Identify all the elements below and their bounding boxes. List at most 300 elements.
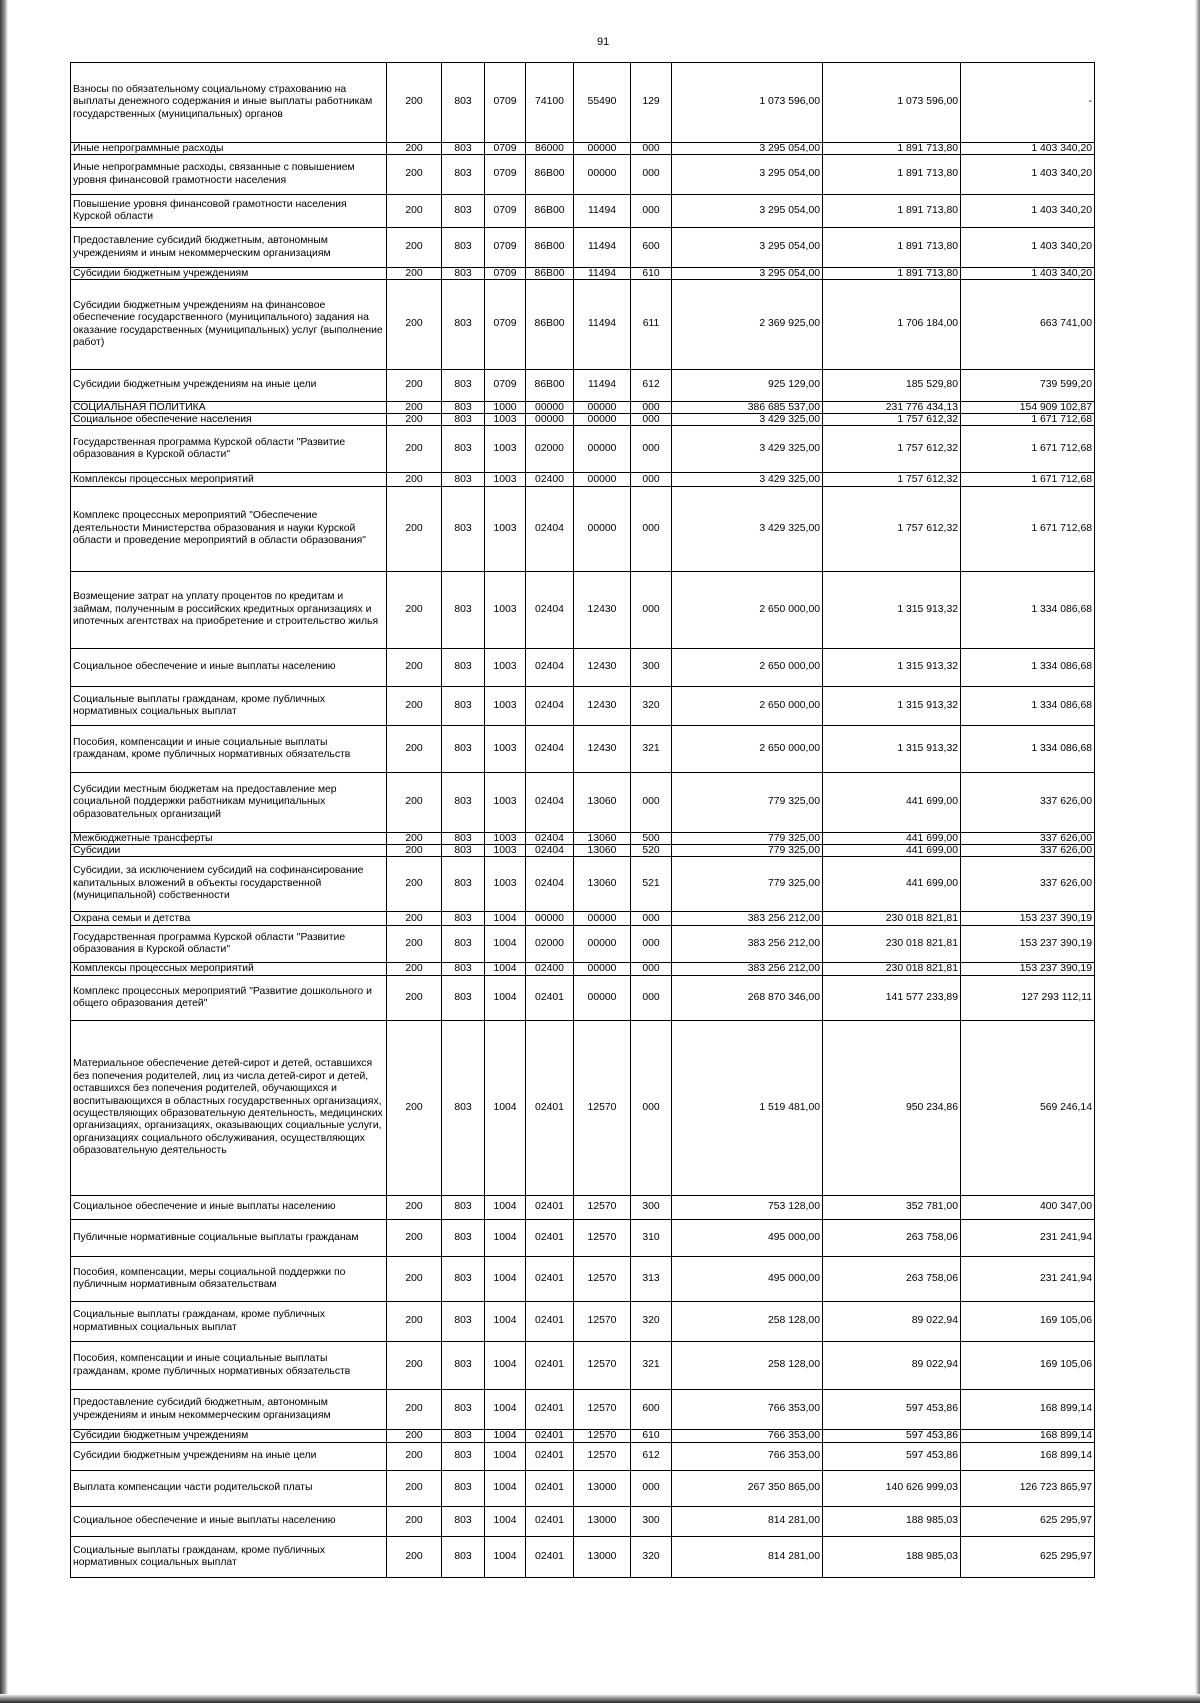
table-row — [71, 155, 1095, 195]
table-row — [71, 687, 1095, 726]
scan-edge-bottom — [0, 1694, 1200, 1703]
row-amount-remaining: 1 334 086,68 — [961, 572, 1095, 649]
row-amount-approved: 383 256 212,00 — [672, 926, 823, 963]
row-name: Повышение уровня финансовой грамотности населения Курской области — [71, 195, 387, 228]
row-amount-approved: 1 519 481,00 — [672, 1021, 823, 1196]
row-glava-code: 200 — [387, 572, 442, 649]
row-vedomstvo-code: 803 — [442, 280, 485, 370]
row-target-direction-code: 55490 — [574, 63, 631, 143]
row-vedomstvo-code: 803 — [442, 195, 485, 228]
table-row — [71, 976, 1095, 1021]
row-amount-remaining: 739 599,20 — [961, 370, 1095, 402]
row-amount-remaining: 127 293 112,11 — [961, 976, 1095, 1021]
row-glava-code: 200 — [387, 473, 442, 487]
table-row — [71, 649, 1095, 687]
row-name: Субсидии местным бюджетам на предоставление мер социальной поддержки работникам муниципальных образовательных организаций — [71, 773, 387, 833]
row-amount-remaining: 153 237 390,19 — [961, 963, 1095, 976]
table-row — [71, 857, 1095, 912]
row-target-article-code: 00000 — [526, 912, 574, 926]
row-expense-type-code: 000 — [631, 155, 672, 195]
row-name: Комплекс процессных мероприятий "Развитие дошкольного и общего образования детей" — [71, 976, 387, 1021]
row-section-code: 1003 — [485, 426, 526, 473]
row-vedomstvo-code: 803 — [442, 1196, 485, 1220]
row-glava-code: 200 — [387, 845, 442, 857]
row-vedomstvo-code: 803 — [442, 155, 485, 195]
row-target-direction-code: 12570 — [574, 1390, 631, 1430]
row-target-article-code: 02000 — [526, 926, 574, 963]
row-section-code: 1004 — [485, 1390, 526, 1430]
row-section-code: 1003 — [485, 487, 526, 572]
row-vedomstvo-code: 803 — [442, 726, 485, 773]
row-name: СОЦИАЛЬНАЯ ПОЛИТИКА — [71, 402, 387, 414]
table-row — [71, 1196, 1095, 1220]
row-glava-code: 200 — [387, 1507, 442, 1537]
row-section-code: 0709 — [485, 155, 526, 195]
row-glava-code: 200 — [387, 726, 442, 773]
row-section-code: 0709 — [485, 268, 526, 280]
row-amount-approved: 386 685 537,00 — [672, 402, 823, 414]
row-amount-remaining: 154 909 102,87 — [961, 402, 1095, 414]
row-target-article-code: 02401 — [526, 1196, 574, 1220]
table-row — [71, 63, 1095, 143]
row-amount-executed: 597 453,86 — [823, 1443, 961, 1471]
row-amount-remaining: 1 334 086,68 — [961, 687, 1095, 726]
row-amount-executed: 950 234,86 — [823, 1021, 961, 1196]
row-vedomstvo-code: 803 — [442, 572, 485, 649]
row-section-code: 1004 — [485, 1430, 526, 1443]
row-section-code: 1004 — [485, 926, 526, 963]
row-section-code: 1004 — [485, 1021, 526, 1196]
row-amount-remaining: 337 626,00 — [961, 833, 1095, 845]
row-glava-code: 200 — [387, 414, 442, 426]
row-name: Социальное обеспечение и иные выплаты населению — [71, 649, 387, 687]
row-glava-code: 200 — [387, 649, 442, 687]
row-name: Материальное обеспечение детей-сирот и детей, оставшихся без попечения родителей, лиц из числа детей-сирот и детей, оставшихся без попечения родителей, обучающихся и воспитывающихся в областных государственных организациях, осуществляющих образовательную деятельность, медицинских организациях, организациях, оказывающих социальные услуги, организациях социального обслуживания, осуществляющих образовательную деятельность — [71, 1021, 387, 1196]
row-target-direction-code: 13000 — [574, 1471, 631, 1507]
row-amount-approved: 814 281,00 — [672, 1537, 823, 1578]
row-amount-executed: 231 776 434,13 — [823, 402, 961, 414]
row-target-article-code: 02404 — [526, 572, 574, 649]
row-glava-code: 200 — [387, 1302, 442, 1342]
row-target-direction-code: 12570 — [574, 1302, 631, 1342]
row-expense-type-code: 612 — [631, 1443, 672, 1471]
row-amount-executed: 188 985,03 — [823, 1537, 961, 1578]
row-amount-approved: 3 429 325,00 — [672, 414, 823, 426]
row-name: Субсидии бюджетным учреждениям на иные цели — [71, 1443, 387, 1471]
row-glava-code: 200 — [387, 268, 442, 280]
row-amount-remaining: 1 403 340,20 — [961, 155, 1095, 195]
row-amount-approved: 2 650 000,00 — [672, 726, 823, 773]
table-row — [71, 1507, 1095, 1537]
row-vedomstvo-code: 803 — [442, 963, 485, 976]
table-row — [71, 912, 1095, 926]
row-amount-remaining: - — [961, 63, 1095, 143]
table-row — [71, 1390, 1095, 1430]
row-target-direction-code: 13060 — [574, 833, 631, 845]
row-amount-approved: 779 325,00 — [672, 833, 823, 845]
row-expense-type-code: 000 — [631, 487, 672, 572]
row-amount-executed: 230 018 821,81 — [823, 963, 961, 976]
table-row — [71, 1471, 1095, 1507]
row-amount-executed: 597 453,86 — [823, 1430, 961, 1443]
row-vedomstvo-code: 803 — [442, 773, 485, 833]
row-amount-approved: 268 870 346,00 — [672, 976, 823, 1021]
row-amount-remaining: 1 671 712,68 — [961, 414, 1095, 426]
row-amount-executed: 352 781,00 — [823, 1196, 961, 1220]
row-name: Социальные выплаты гражданам, кроме публичных нормативных социальных выплат — [71, 1302, 387, 1342]
table-row — [71, 228, 1095, 268]
row-amount-executed: 1 757 612,32 — [823, 414, 961, 426]
row-glava-code: 200 — [387, 143, 442, 155]
row-target-direction-code: 11494 — [574, 228, 631, 268]
row-name: Пособия, компенсации, меры социальной поддержки по публичным нормативным обязательствам — [71, 1257, 387, 1302]
row-expense-type-code: 000 — [631, 912, 672, 926]
row-vedomstvo-code: 803 — [442, 926, 485, 963]
row-glava-code: 200 — [387, 426, 442, 473]
row-amount-remaining: 1 671 712,68 — [961, 473, 1095, 487]
row-expense-type-code: 600 — [631, 1390, 672, 1430]
row-amount-executed: 1 891 713,80 — [823, 155, 961, 195]
row-target-direction-code: 11494 — [574, 195, 631, 228]
row-expense-type-code: 000 — [631, 1021, 672, 1196]
row-name: Предоставление субсидий бюджетным, автономным учреждениям и иным некоммерческим организациям — [71, 228, 387, 268]
row-target-direction-code: 00000 — [574, 487, 631, 572]
row-section-code: 1003 — [485, 414, 526, 426]
row-target-article-code: 02401 — [526, 1257, 574, 1302]
row-expense-type-code: 611 — [631, 280, 672, 370]
row-vedomstvo-code: 803 — [442, 1390, 485, 1430]
row-expense-type-code: 000 — [631, 1471, 672, 1507]
row-amount-remaining: 663 741,00 — [961, 280, 1095, 370]
row-expense-type-code: 320 — [631, 1537, 672, 1578]
row-amount-remaining: 625 295,97 — [961, 1507, 1095, 1537]
row-glava-code: 200 — [387, 1537, 442, 1578]
row-amount-approved: 766 353,00 — [672, 1430, 823, 1443]
row-glava-code: 200 — [387, 280, 442, 370]
row-amount-approved: 383 256 212,00 — [672, 912, 823, 926]
row-target-direction-code: 00000 — [574, 426, 631, 473]
row-amount-remaining: 400 347,00 — [961, 1196, 1095, 1220]
row-vedomstvo-code: 803 — [442, 1220, 485, 1257]
row-vedomstvo-code: 803 — [442, 473, 485, 487]
row-amount-executed: 1 757 612,32 — [823, 473, 961, 487]
table-row — [71, 1443, 1095, 1471]
row-name: Субсидии — [71, 845, 387, 857]
row-glava-code: 200 — [387, 402, 442, 414]
row-amount-executed: 1 891 713,80 — [823, 268, 961, 280]
row-amount-approved: 2 650 000,00 — [672, 687, 823, 726]
row-amount-approved: 766 353,00 — [672, 1390, 823, 1430]
table-row — [71, 268, 1095, 280]
row-expense-type-code: 321 — [631, 726, 672, 773]
row-target-direction-code: 12430 — [574, 649, 631, 687]
row-target-article-code: 86В00 — [526, 268, 574, 280]
row-vedomstvo-code: 803 — [442, 402, 485, 414]
row-amount-approved: 383 256 212,00 — [672, 963, 823, 976]
row-amount-approved: 3 429 325,00 — [672, 487, 823, 572]
row-vedomstvo-code: 803 — [442, 1471, 485, 1507]
row-amount-remaining: 1 334 086,68 — [961, 726, 1095, 773]
row-section-code: 1003 — [485, 649, 526, 687]
row-amount-executed: 89 022,94 — [823, 1342, 961, 1390]
row-vedomstvo-code: 803 — [442, 1430, 485, 1443]
row-vedomstvo-code: 803 — [442, 1342, 485, 1390]
row-target-article-code: 02401 — [526, 1342, 574, 1390]
row-name: Государственная программа Курской области "Развитие образования в Курской области" — [71, 926, 387, 963]
table-row — [71, 572, 1095, 649]
row-amount-approved: 267 350 865,00 — [672, 1471, 823, 1507]
row-amount-approved: 814 281,00 — [672, 1507, 823, 1537]
table-row — [71, 280, 1095, 370]
row-amount-executed: 441 699,00 — [823, 833, 961, 845]
row-expense-type-code: 000 — [631, 773, 672, 833]
row-name: Пособия, компенсации и иные социальные выплаты гражданам, кроме публичных нормативных обязательств — [71, 726, 387, 773]
row-target-article-code: 02400 — [526, 963, 574, 976]
table-row — [71, 963, 1095, 976]
budget-table-body — [71, 63, 1095, 1578]
row-section-code: 1003 — [485, 726, 526, 773]
row-vedomstvo-code: 803 — [442, 268, 485, 280]
table-row — [71, 1021, 1095, 1196]
row-amount-remaining: 337 626,00 — [961, 857, 1095, 912]
row-target-article-code: 02401 — [526, 976, 574, 1021]
row-amount-approved: 495 000,00 — [672, 1257, 823, 1302]
row-amount-remaining: 625 295,97 — [961, 1537, 1095, 1578]
row-amount-remaining: 337 626,00 — [961, 773, 1095, 833]
row-amount-executed: 141 577 233,89 — [823, 976, 961, 1021]
row-amount-remaining: 153 237 390,19 — [961, 926, 1095, 963]
row-expense-type-code: 500 — [631, 833, 672, 845]
row-target-article-code: 86В00 — [526, 280, 574, 370]
row-section-code: 1003 — [485, 473, 526, 487]
row-glava-code: 200 — [387, 195, 442, 228]
row-glava-code: 200 — [387, 773, 442, 833]
row-section-code: 1004 — [485, 1257, 526, 1302]
row-target-direction-code: 11494 — [574, 268, 631, 280]
row-target-article-code: 86В00 — [526, 195, 574, 228]
row-name: Государственная программа Курской области "Развитие образования в Курской области" — [71, 426, 387, 473]
scan-edge-right — [1195, 0, 1200, 1703]
row-amount-remaining: 1 403 340,20 — [961, 228, 1095, 268]
row-target-direction-code: 12570 — [574, 1430, 631, 1443]
row-target-direction-code: 13060 — [574, 857, 631, 912]
row-target-article-code: 02401 — [526, 1471, 574, 1507]
row-vedomstvo-code: 803 — [442, 1443, 485, 1471]
row-amount-executed: 1 757 612,32 — [823, 426, 961, 473]
row-name: Пособия, компенсации и иные социальные выплаты гражданам, кроме публичных нормативных обязательств — [71, 1342, 387, 1390]
row-target-direction-code: 12570 — [574, 1021, 631, 1196]
row-expense-type-code: 610 — [631, 1430, 672, 1443]
row-name: Комплекс процессных мероприятий "Обеспечение деятельности Министерства образования и науки Курской области и проведение мероприятий в области образования" — [71, 487, 387, 572]
row-amount-remaining: 1 334 086,68 — [961, 649, 1095, 687]
row-amount-remaining: 169 105,06 — [961, 1342, 1095, 1390]
row-target-article-code: 02404 — [526, 726, 574, 773]
row-name: Охрана семьи и детства — [71, 912, 387, 926]
row-amount-executed: 441 699,00 — [823, 857, 961, 912]
row-amount-approved: 2 650 000,00 — [672, 572, 823, 649]
row-target-direction-code: 13000 — [574, 1507, 631, 1537]
row-glava-code: 200 — [387, 1443, 442, 1471]
row-amount-executed: 1 891 713,80 — [823, 143, 961, 155]
row-expense-type-code: 600 — [631, 228, 672, 268]
table-row — [71, 473, 1095, 487]
row-vedomstvo-code: 803 — [442, 487, 485, 572]
row-glava-code: 200 — [387, 1220, 442, 1257]
row-target-article-code: 86В00 — [526, 228, 574, 268]
row-glava-code: 200 — [387, 1196, 442, 1220]
row-target-article-code: 86В00 — [526, 155, 574, 195]
row-name: Возмещение затрат на уплату процентов по кредитам и займам, полученным в российских кредитных организациях и ипотечных агентствах на приобретение и строительство жилья — [71, 572, 387, 649]
row-amount-executed: 1 315 913,32 — [823, 649, 961, 687]
row-section-code: 1003 — [485, 773, 526, 833]
row-amount-approved: 779 325,00 — [672, 857, 823, 912]
row-expense-type-code: 320 — [631, 1302, 672, 1342]
row-amount-approved: 779 325,00 — [672, 773, 823, 833]
row-expense-type-code: 000 — [631, 143, 672, 155]
row-amount-remaining: 169 105,06 — [961, 1302, 1095, 1342]
row-expense-type-code: 000 — [631, 976, 672, 1021]
row-name: Субсидии, за исключением субсидий на софинансирование капитальных вложений в объекты государственной (муниципальной) собственности — [71, 857, 387, 912]
row-target-article-code: 74100 — [526, 63, 574, 143]
row-glava-code: 200 — [387, 963, 442, 976]
row-vedomstvo-code: 803 — [442, 1021, 485, 1196]
row-section-code: 1004 — [485, 1537, 526, 1578]
row-expense-type-code: 610 — [631, 268, 672, 280]
row-amount-approved: 753 128,00 — [672, 1196, 823, 1220]
row-amount-executed: 1 315 913,32 — [823, 726, 961, 773]
row-amount-approved: 766 353,00 — [672, 1443, 823, 1471]
row-expense-type-code: 320 — [631, 687, 672, 726]
row-amount-executed: 597 453,86 — [823, 1390, 961, 1430]
row-target-direction-code: 12430 — [574, 726, 631, 773]
row-amount-approved: 258 128,00 — [672, 1302, 823, 1342]
row-amount-remaining: 1 671 712,68 — [961, 487, 1095, 572]
row-amount-remaining: 569 246,14 — [961, 1021, 1095, 1196]
row-target-article-code: 02401 — [526, 1390, 574, 1430]
table-row — [71, 1302, 1095, 1342]
row-section-code: 1004 — [485, 976, 526, 1021]
row-amount-approved: 2 369 925,00 — [672, 280, 823, 370]
row-target-article-code: 02401 — [526, 1220, 574, 1257]
row-target-article-code: 02401 — [526, 1507, 574, 1537]
row-expense-type-code: 313 — [631, 1257, 672, 1302]
row-amount-approved: 779 325,00 — [672, 845, 823, 857]
row-target-direction-code: 12570 — [574, 1342, 631, 1390]
row-amount-executed: 1 757 612,32 — [823, 487, 961, 572]
row-target-direction-code: 12430 — [574, 572, 631, 649]
row-glava-code: 200 — [387, 155, 442, 195]
row-amount-remaining: 231 241,94 — [961, 1220, 1095, 1257]
row-name: Субсидии бюджетным учреждениям — [71, 268, 387, 280]
row-amount-approved: 258 128,00 — [672, 1342, 823, 1390]
table-row — [71, 414, 1095, 426]
row-amount-approved: 3 429 325,00 — [672, 426, 823, 473]
table-row — [71, 1220, 1095, 1257]
table-row — [71, 1537, 1095, 1578]
row-target-article-code: 00000 — [526, 414, 574, 426]
row-name: Социальное обеспечение и иные выплаты населению — [71, 1507, 387, 1537]
row-amount-remaining: 168 899,14 — [961, 1443, 1095, 1471]
row-amount-executed: 1 891 713,80 — [823, 228, 961, 268]
row-name: Субсидии бюджетным учреждениям на иные цели — [71, 370, 387, 402]
row-target-direction-code: 12570 — [574, 1257, 631, 1302]
row-glava-code: 200 — [387, 370, 442, 402]
row-expense-type-code: 000 — [631, 426, 672, 473]
row-amount-executed: 1 073 596,00 — [823, 63, 961, 143]
row-section-code: 1004 — [485, 912, 526, 926]
row-expense-type-code: 000 — [631, 926, 672, 963]
row-glava-code: 200 — [387, 1342, 442, 1390]
row-amount-executed: 1 706 184,00 — [823, 280, 961, 370]
row-amount-remaining: 337 626,00 — [961, 845, 1095, 857]
row-target-article-code: 02400 — [526, 473, 574, 487]
row-name: Публичные нормативные социальные выплаты гражданам — [71, 1220, 387, 1257]
table-row — [71, 1257, 1095, 1302]
row-expense-type-code: 612 — [631, 370, 672, 402]
row-target-article-code: 02404 — [526, 487, 574, 572]
row-section-code: 0709 — [485, 143, 526, 155]
row-section-code: 1004 — [485, 1507, 526, 1537]
row-glava-code: 200 — [387, 1471, 442, 1507]
page-number: 91 — [597, 36, 610, 48]
row-expense-type-code: 321 — [631, 1342, 672, 1390]
table-row — [71, 195, 1095, 228]
row-glava-code: 200 — [387, 687, 442, 726]
row-expense-type-code: 300 — [631, 649, 672, 687]
row-name: Предоставление субсидий бюджетным, автономным учреждениям и иным некоммерческим организациям — [71, 1390, 387, 1430]
row-target-article-code: 02404 — [526, 773, 574, 833]
row-amount-approved: 3 295 054,00 — [672, 268, 823, 280]
row-glava-code: 200 — [387, 1430, 442, 1443]
row-target-direction-code: 12570 — [574, 1220, 631, 1257]
row-vedomstvo-code: 803 — [442, 912, 485, 926]
row-target-direction-code: 00000 — [574, 976, 631, 1021]
row-target-article-code: 02401 — [526, 1430, 574, 1443]
row-expense-type-code: 000 — [631, 195, 672, 228]
row-amount-approved: 3 295 054,00 — [672, 155, 823, 195]
row-section-code: 1004 — [485, 1443, 526, 1471]
table-row — [71, 143, 1095, 155]
row-name: Субсидии бюджетным учреждениям на финансовое обеспечение государственного (муниципального) задания на оказание государственных (муниципальных) услуг (выполнение работ) — [71, 280, 387, 370]
row-amount-executed: 89 022,94 — [823, 1302, 961, 1342]
row-target-direction-code: 11494 — [574, 280, 631, 370]
row-amount-executed: 441 699,00 — [823, 845, 961, 857]
row-amount-remaining: 1 403 340,20 — [961, 143, 1095, 155]
row-section-code: 0709 — [485, 280, 526, 370]
row-vedomstvo-code: 803 — [442, 228, 485, 268]
row-amount-approved: 3 295 054,00 — [672, 195, 823, 228]
row-glava-code: 200 — [387, 912, 442, 926]
row-amount-executed: 1 315 913,32 — [823, 572, 961, 649]
row-target-article-code: 02404 — [526, 649, 574, 687]
row-section-code: 0709 — [485, 370, 526, 402]
row-name: Социальное обеспечение населения — [71, 414, 387, 426]
row-expense-type-code: 521 — [631, 857, 672, 912]
row-target-article-code: 02404 — [526, 833, 574, 845]
row-section-code: 1000 — [485, 402, 526, 414]
row-vedomstvo-code: 803 — [442, 845, 485, 857]
row-name: Межбюджетные трансферты — [71, 833, 387, 845]
row-amount-approved: 3 295 054,00 — [672, 228, 823, 268]
row-amount-approved: 925 129,00 — [672, 370, 823, 402]
row-amount-remaining: 168 899,14 — [961, 1390, 1095, 1430]
row-expense-type-code: 300 — [631, 1196, 672, 1220]
row-target-direction-code: 12570 — [574, 1443, 631, 1471]
row-target-direction-code: 00000 — [574, 143, 631, 155]
row-glava-code: 200 — [387, 228, 442, 268]
row-expense-type-code: 000 — [631, 572, 672, 649]
row-section-code: 0709 — [485, 63, 526, 143]
